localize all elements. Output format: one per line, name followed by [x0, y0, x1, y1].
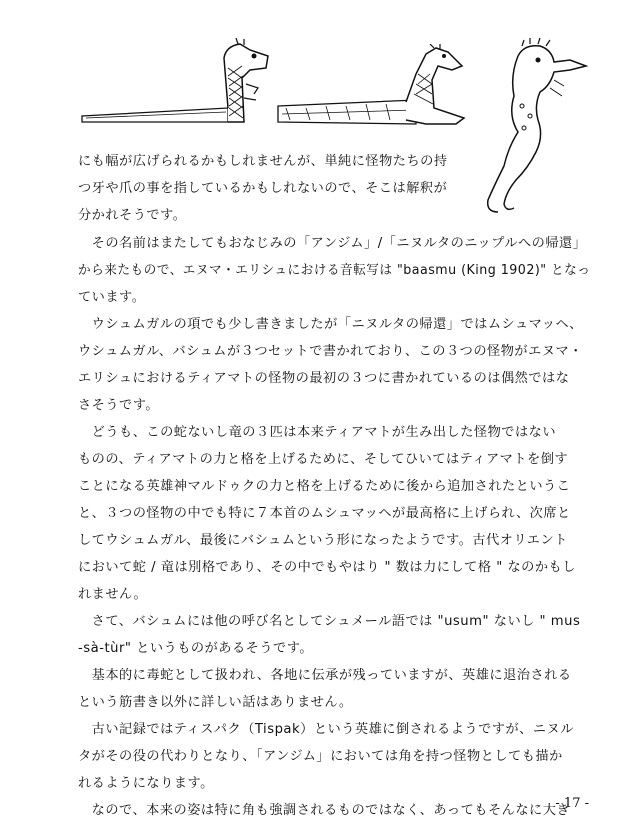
text-line: れるようになります。 — [78, 776, 214, 791]
dragon-illustration-middle — [276, 44, 472, 130]
text-line: ウシュムガル、バシュムが３つセットで書かれており、この３つの怪物がエヌマ・ — [78, 344, 583, 359]
text-line: -sà-tùr" というものがあるそうです。 — [78, 641, 314, 656]
text-line: ウシュムガルの項でも少し書きましたが「ニヌルタの帰還」ではムシュマッヘ、 — [78, 317, 583, 332]
text-line: その名前はまたしてもおなじみの「アンジム」/「ニヌルタのニップルへの帰還」 — [78, 236, 587, 251]
text-line: ています。 — [78, 290, 146, 305]
text-line: という筋書き以外に詳しい話はありません。 — [78, 695, 353, 710]
text-line: から来たもので、エヌマ・エリシュにおける音転写は "baasmu (King 1902)" となっ — [78, 263, 591, 278]
text-line: れません。 — [78, 587, 148, 602]
text-line: と、３つの怪物の中でも特に７本首のムシュマッヘが最高格に上げられ、次席と — [78, 506, 571, 521]
text-line: ことになる英雄神マルドゥクの力と格を上げるために後から追加されたというこ — [78, 479, 571, 494]
text-line: 基本的に毒蛇として扱われ、各地に伝承が残っていますが、英雄に退治される — [78, 668, 572, 683]
text-line: つ牙や爪の事を指しているかもしれないので、そこは解釈が — [78, 181, 448, 196]
text-line: タがその役の代わりとなり、「アンジム」においては角を持つ怪物としても描か — [78, 749, 563, 764]
text-line: ものの、ティアマトの力と格を上げるために、そしてひいてはティアマトを倒す — [78, 452, 569, 467]
text-line: してウシュムガル、最後にバシュムという形になったようです。古代オリエント — [78, 533, 568, 548]
serpent-illustration-right — [478, 36, 590, 216]
text-line: において蛇 / 竜は別格であり、その中でもやはり " 数は力にして格 " なのかもし — [78, 560, 576, 575]
text-line: エリシュにおけるティアマトの怪物の最初の３つに書かれているのは偶然ではな — [78, 371, 570, 386]
text-line: どうも、この蛇ないし竜の３匹は本来ティアマトが生み出した怪物ではない — [78, 425, 557, 440]
text-line: さて、バシュムには他の呼び名としてシュメール語では "usum" ないし " mus — [78, 614, 581, 629]
text-line: 分かれそうです。 — [78, 208, 187, 223]
text-line: さそうです。 — [78, 398, 160, 413]
text-line: 古い記録ではティスパク（Tispak）という英雄に倒されるようですが、ニヌル — [78, 722, 574, 737]
page-number: - 17 - — [555, 796, 589, 811]
text-line: なので、本来の姿は特に角も強調されるものではなく、あってもそんなに大き — [78, 803, 571, 818]
text-line: にも幅が広げられるかもしれませんが、単純に怪物たちの持 — [78, 154, 448, 169]
serpent-illustration-left — [78, 38, 274, 130]
